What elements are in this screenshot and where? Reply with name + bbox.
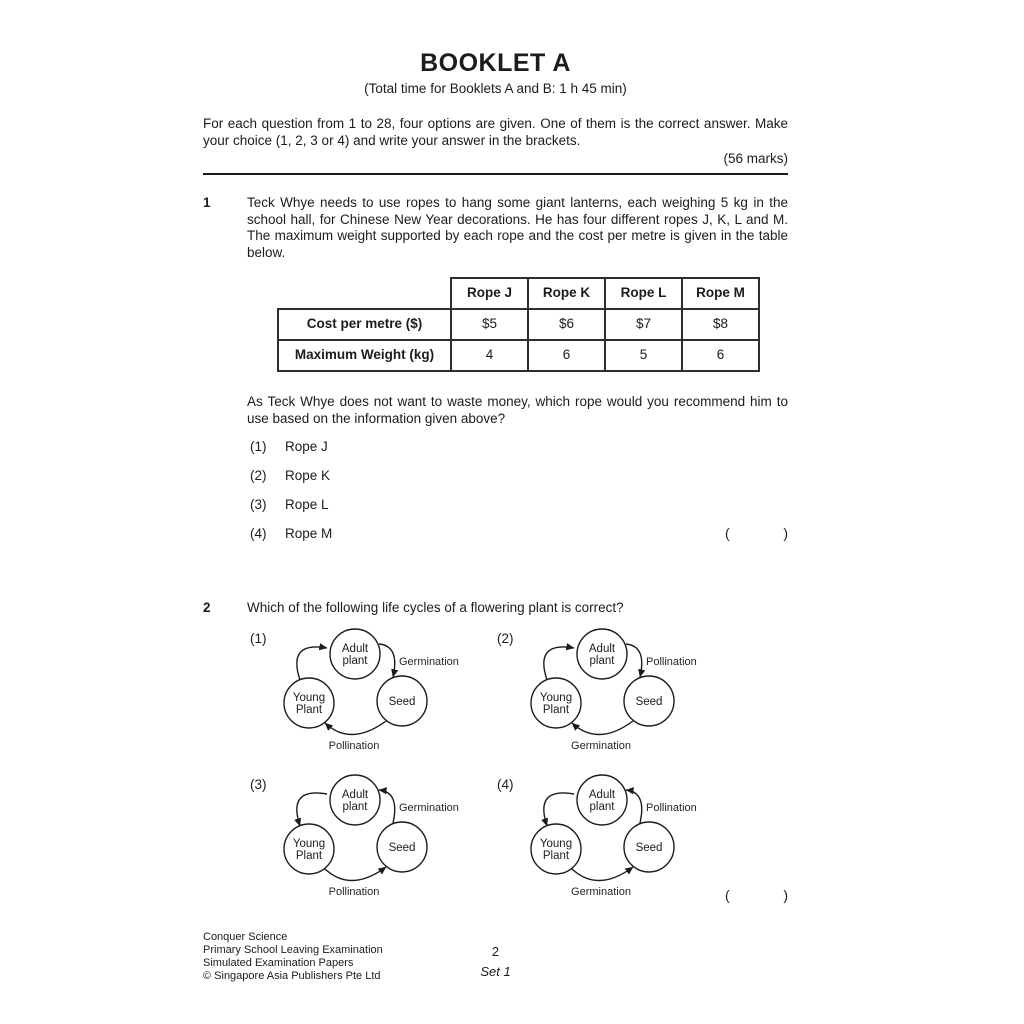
table-cell: 4 (451, 340, 528, 371)
table-row-label: Maximum Weight (kg) (278, 340, 451, 371)
question-2 (203, 600, 788, 903)
table-row-label: Cost per metre ($) (278, 309, 451, 340)
bracket-close: ) (783, 525, 788, 541)
life-cycle-diagram-grid (247, 625, 788, 903)
table-cell: 6 (528, 340, 605, 371)
arrow-adult-to-seed (626, 644, 642, 677)
question-2-stem: Which of the following life cycles of a flowering plant is correct? (247, 600, 624, 615)
table-blank-cell (278, 278, 451, 309)
table-header-cell: Rope J (451, 278, 528, 309)
table-cell: $6 (528, 309, 605, 340)
arrow-young-to-adult (297, 646, 327, 679)
arrow-label-germination: Germination (399, 801, 459, 814)
life-cycle-diagram-4 (526, 771, 718, 903)
node-label-adult: Adult (341, 642, 369, 655)
node-label-adult: Adult (588, 788, 616, 801)
option-number: (2) (497, 630, 514, 646)
node-label-adult: plant (342, 800, 368, 813)
arrow-label-pollination: Pollination (328, 739, 380, 752)
table-cell: 5 (605, 340, 682, 371)
arrow-adult-to-young (297, 792, 327, 825)
table-header-cell: Rope K (528, 278, 605, 309)
option-number: (1) (250, 439, 267, 454)
node-label-seed: Seed (635, 841, 663, 854)
node-label-seed: Seed (635, 695, 663, 708)
node-label-adult: Adult (588, 642, 616, 655)
page-title: BOOKLET A (420, 49, 571, 77)
rope-table-row-cost (278, 309, 759, 340)
arrow-adult-to-young (544, 792, 574, 825)
table-cell: $5 (451, 309, 528, 340)
option-1 (247, 440, 788, 454)
option-4 (247, 527, 788, 541)
option-number: (4) (250, 526, 267, 541)
question-1-stem: Teck Whye needs to use ropes to hang some giant lanterns, each weighing 5 kg in the school hall, for Chinese New Year decorations. He has four different ropes J, K, L and M. The maximum weight supported by each rope and the cost per metre is given in the table below. (247, 195, 788, 260)
arrow-label-germination: Germination (571, 885, 631, 898)
page-number: 2 (491, 944, 500, 959)
diagram-option-3 (247, 771, 494, 903)
node-label-young: Young (292, 837, 326, 850)
life-cycle-diagram-1 (279, 625, 471, 757)
diagram-svg-slot (275, 771, 471, 903)
arrow-label-germination: Germination (571, 739, 631, 752)
answer-bracket-q1 (725, 526, 788, 540)
rope-table (277, 277, 760, 372)
footer-line: Primary School Leaving Examination (203, 943, 383, 956)
question-1-options (247, 440, 788, 541)
option-number: (1) (250, 630, 267, 646)
node-label-seed: Seed (388, 695, 416, 708)
question-2-number: 2 (203, 600, 211, 615)
question-2-body (247, 600, 788, 903)
option-label: Rope J (285, 439, 328, 454)
life-cycle-diagram-3 (279, 771, 471, 903)
question-1-prompt: As Teck Whye does not want to waste money, which rope would you recommend him to use based on the information given above? (247, 394, 788, 426)
table-header-cell: Rope L (605, 278, 682, 309)
life-cycle-diagram-2 (526, 625, 718, 757)
footer-line: Simulated Examination Papers (203, 956, 354, 969)
diagram-option-1 (247, 625, 494, 757)
option-label: Rope L (285, 497, 329, 512)
table-cell: $8 (682, 309, 759, 340)
option-2 (247, 469, 788, 483)
arrow-seed-to-young (325, 721, 386, 735)
node-label-seed: Seed (388, 841, 416, 854)
diagram-svg-slot (275, 625, 471, 757)
section-divider (203, 173, 788, 175)
arrow-young-to-adult (544, 646, 574, 679)
table-cell: $7 (605, 309, 682, 340)
question-1 (203, 195, 788, 556)
bracket-close: ) (783, 886, 788, 903)
arrow-young-to-seed (325, 867, 386, 881)
option-number: (3) (250, 776, 267, 792)
answer-bracket-q2 (725, 887, 788, 904)
bracket-open: ( (725, 886, 730, 903)
table-header-cell: Rope M (682, 278, 759, 309)
set-label: Set 1 (480, 964, 511, 979)
arrow-label-germination: Germination (399, 655, 459, 668)
node-label-adult: plant (342, 654, 368, 667)
arrow-seed-to-adult (626, 790, 642, 823)
option-3 (247, 498, 788, 512)
diagram-svg-slot (522, 771, 718, 903)
option-label: Rope M (285, 526, 333, 541)
diagram-option-2 (494, 625, 741, 757)
footer-line: Conquer Science (203, 931, 288, 943)
option-number: (4) (497, 776, 514, 792)
arrow-adult-to-seed (379, 644, 395, 677)
option-label: Rope K (285, 468, 331, 483)
arrow-seed-to-adult (379, 790, 395, 823)
node-label-young: Plant (542, 703, 570, 716)
footer-line: © Singapore Asia Publishers Pte Ltd (203, 969, 381, 982)
node-label-young: Plant (295, 849, 323, 862)
page-number-block (480, 945, 510, 978)
node-label-adult: Adult (341, 788, 369, 801)
arrow-label-pollination: Pollination (646, 801, 697, 814)
arrow-label-pollination: Pollination (646, 655, 697, 668)
node-label-young: Young (292, 691, 326, 704)
page-footer (203, 931, 788, 983)
rope-table-row-weight (278, 340, 759, 371)
rope-table-header-row (278, 278, 759, 309)
node-label-adult: plant (589, 654, 615, 667)
table-cell: 6 (682, 340, 759, 371)
booklet-time-subtitle: (Total time for Booklets A and B: 1 h 45 min) (364, 81, 627, 96)
question-1-number: 1 (203, 195, 211, 210)
arrow-label-pollination: Pollination (328, 885, 380, 898)
node-label-young: Plant (295, 703, 323, 716)
question-1-body (247, 195, 788, 556)
diagram-svg-slot (522, 625, 718, 757)
total-marks: (56 marks) (723, 151, 788, 166)
node-label-adult: plant (589, 800, 615, 813)
arrow-seed-to-young (572, 721, 633, 735)
option-number: (3) (250, 497, 267, 512)
bracket-open: ( (725, 525, 730, 541)
arrow-young-to-seed (572, 867, 633, 881)
node-label-young: Young (539, 837, 573, 850)
node-label-young: Young (539, 691, 573, 704)
diagram-option-4 (494, 771, 741, 903)
node-label-young: Plant (542, 849, 570, 862)
option-number: (2) (250, 468, 267, 483)
instructions-paragraph: For each question from 1 to 28, four options are given. One of them is the correct answer. Make your choice (1, 2, 3 or 4) and write your answer in the brackets. (203, 116, 788, 148)
